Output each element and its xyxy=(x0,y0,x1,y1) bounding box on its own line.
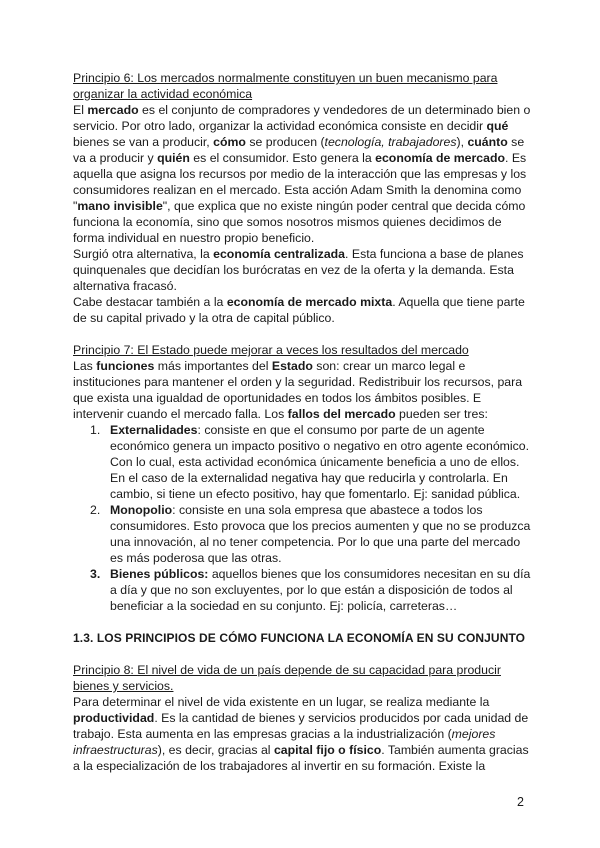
principle-7-heading: Principio 7: El Estado puede mejorar a veces los resultados del mercado xyxy=(73,343,469,357)
list-item-monopoly: 2. Monopolio: consiste en una sola empresa que abastece a todos los consumidores. Esto provoca que los precios aumenten y que no se produzca una innovación, al no tener competencia. Por lo que una parte del mercado es más poderosa que las otras. xyxy=(90,503,531,565)
principle-6-paragraph-market: El mercado es el conjunto de compradores y vendedores de un determinado bien o servicio. Por otro lado, organizar la actividad económica consiste en decidir qué bienes se van a producir, cómo se producen (tecnología, trabajadores), cuánto se va a producir y quién es el consumidor. Esto genera la economía de mercado. Es aquella que asigna los recursos por medio de la interacción que las empresas y los consumidores realizan en el mercado. Esta acción Adam Smith la denomina como "mano invisible", que explica que no existe ningún poder central que decida cómo funciona la economía, sino que somos nosotros mismos quienes decidimos de forma individual en nuestro propio beneficio. xyxy=(73,103,531,245)
principle-7-paragraph-functions: Las funciones más importantes del Estado son: crear un marco legal e instituciones para mantener el orden y la seguridad. Redistribuir los recursos, para que exista una igualdad de oportunidades en todos los ámbitos posibles. E intervenir cuando el mercado falla. Los fallos del mercado pueden ser tres: xyxy=(73,359,523,421)
list-number: 1. xyxy=(90,423,101,437)
page-content xyxy=(73,70,533,774)
principle-8-heading: Principio 8: El nivel de vida de un país depende de su capacidad para producir bienes y servicios. xyxy=(73,663,501,693)
page-number: 2 xyxy=(517,795,524,809)
principle-8-paragraph-productivity: Para determinar el nivel de vida existente en un lugar, se realiza mediante la productividad. Es la cantidad de bienes y servicios producidos por cada unidad de trabajo. Esta aumenta en las empresas gracias a la industrialización (mejores infraestructuras), es decir, gracias al capital fijo o físico. También aumenta gracias a la especialización de los trabajadores al invertir en su formación. Existe la xyxy=(73,695,529,773)
principle-6-paragraph-centralized: Surgió otra alternativa, la economía centralizada. Esta funciona a base de planes quinquenales que decidían los burócratas en vez de la oferta y la demanda. Esta alternativa fracasó. xyxy=(73,247,524,293)
principle-6-heading: Principio 6: Los mercados normalmente constituyen un buen mecanismo para organizar la actividad económica xyxy=(73,71,498,101)
list-item-public-goods: 3. Bienes públicos: aquellos bienes que los consumidores necesitan en su día a día y que no son excluyentes, por lo que están a disposición de todos al beneficiar a la sociedad en su conjunto. Ej: policía, carreteras… xyxy=(90,567,531,613)
principle-6-paragraph-mixed: Cabe destacar también a la economía de mercado mixta. Aquella que tiene parte de su capital privado y la otra de capital público. xyxy=(73,295,525,325)
market-failures-list xyxy=(73,422,533,614)
list-item-externalities: 1. Externalidades: consiste en que el consumo por parte de un agente económico genera un impacto positivo o negativo en otro agente económico. Con lo cual, esta actividad económica únicamente beneficia a uno de ellos. En el caso de la externalidad negativa hay que reducirla y controlarla. En cambio, si tiene un efecto positivo, hay que fomentarlo. Ej: sanidad pública. xyxy=(90,423,530,501)
list-number: 2. xyxy=(90,503,101,517)
section-title: 1.3. LOS PRINCIPIOS DE CÓMO FUNCIONA LA ECONOMÍA EN SU CONJUNTO xyxy=(73,631,526,645)
list-number: 3. xyxy=(90,567,101,581)
